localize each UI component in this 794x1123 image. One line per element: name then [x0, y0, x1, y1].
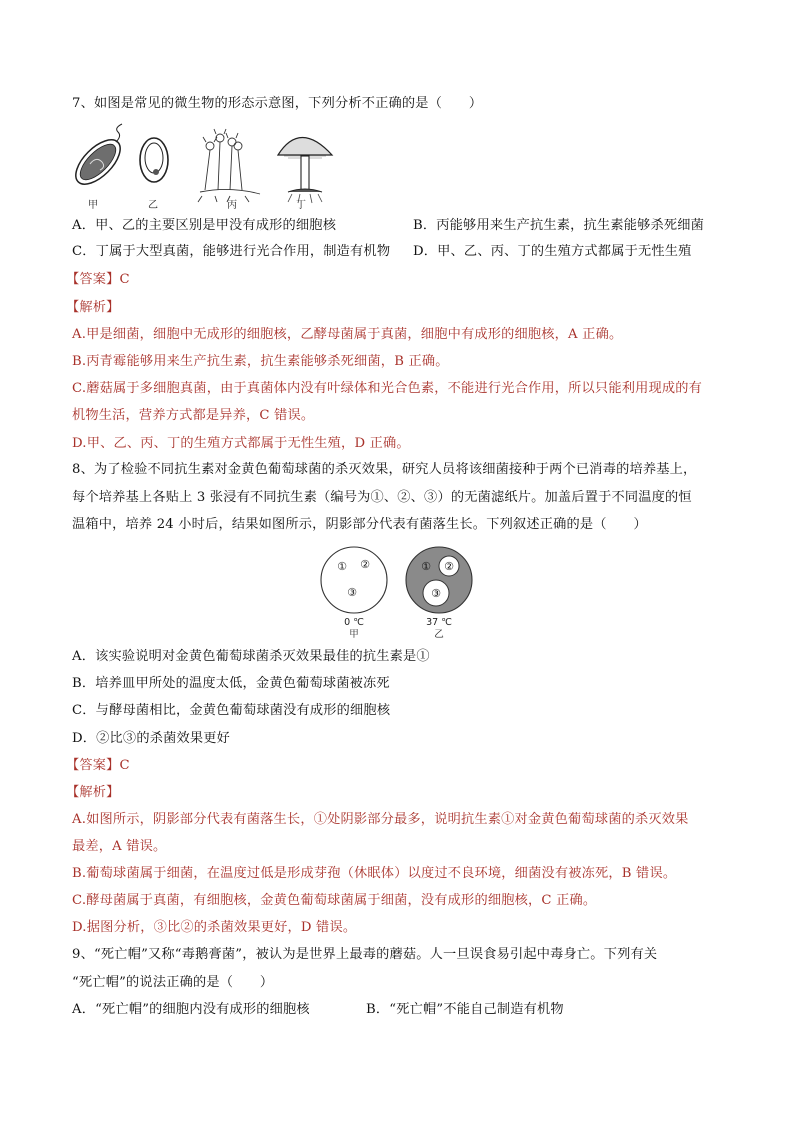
- dish-yi-mark-3: ③: [431, 587, 441, 600]
- q7-option-d: D．甲、乙、丙、丁的生殖方式都属于无性生殖: [413, 244, 692, 259]
- dish-jia-mark-1: ①: [337, 560, 347, 573]
- q8-analysis-tag: 【解析】: [66, 785, 120, 800]
- q7-analysis-b: B.丙青霉能够用来生产抗生素，抗生素能够杀死细菌，B 正确。: [72, 354, 449, 369]
- q7-microbe-figure: [70, 120, 360, 210]
- fig-label-yi: 乙: [148, 200, 158, 211]
- q7-analysis-c1: C.蘑菇属于多细胞真菌，由于真菌体内没有叶绿体和光合色素，不能进行光合作用，所以只能利用现成的有: [72, 381, 703, 396]
- q7-analysis-c2: 机物生活，营养方式都是异养，C 错误。: [72, 408, 315, 423]
- q8-analysis-c: C.酵母菌属于真菌，有细胞核，金黄色葡萄球菌属于细菌，没有成形的细胞核，C 正确。: [72, 893, 597, 908]
- bacterium-illustration: [70, 124, 128, 192]
- dish-jia-temp: 0 ℃: [344, 617, 364, 628]
- q8-option-c: C．与酵母菌相比，金黄色葡萄球菌没有成形的细胞核: [72, 703, 391, 718]
- q7-option-a: A．甲、乙的主要区别是甲没有成形的细胞核: [72, 218, 337, 233]
- dish-yi-temp: 37 ℃: [426, 617, 452, 628]
- q7-analysis-d: D.甲、乙、丙、丁的生殖方式都属于无性生殖，D 正确。: [72, 436, 410, 451]
- q8-stem-1: 8、为了检验不同抗生素对金黄色葡萄球菌的杀灭效果，研究人员将该细菌接种于两个已消毒的培养基上，: [72, 462, 697, 477]
- yeast-illustration: [140, 138, 168, 182]
- q7-analysis-tag: 【解析】: [66, 300, 120, 315]
- q8-option-a: A．该实验说明对金黄色葡萄球菌杀灭效果最佳的抗生素是①: [72, 649, 430, 664]
- fig-label-bing: 丙: [227, 200, 237, 211]
- dish-jia: [321, 547, 387, 613]
- mushroom-illustration: [278, 138, 332, 204]
- q7-stem: 7、如图是常见的微生物的形态示意图，下列分析不正确的是（ ）: [72, 96, 483, 111]
- dish-yi-mark-2: ②: [444, 560, 454, 573]
- q9-stem-2: “死亡帽”的说法正确的是（ ）: [72, 975, 274, 990]
- dish-yi-label: 乙: [434, 629, 444, 640]
- q8-stem-3: 温箱中，培养 24 小时后，结果如图所示，阴影部分代表有菌落生长。下列叙述正确的是（ ）: [72, 517, 647, 532]
- dish-jia-mark-3: ③: [347, 586, 357, 599]
- q8-analysis-d: D.据图分析，③比②的杀菌效果更好，D 错误。: [72, 920, 357, 935]
- q9-option-a: A．“死亡帽”的细胞内没有成形的细胞核: [72, 1002, 310, 1017]
- q8-option-b: B．培养皿甲所处的温度太低，金黄色葡萄球菌被冻死: [72, 676, 390, 691]
- dish-jia-mark-2: ②: [360, 558, 370, 571]
- q8-analysis-a1: A.如图所示，阴影部分代表有菌落生长，①处阴影部分最多，说明抗生素①对金黄色葡萄球菌的杀灭效果: [72, 812, 689, 827]
- q8-option-d: D．②比③的杀菌效果更好: [72, 731, 231, 746]
- q7-answer: 【答案】C: [66, 272, 130, 287]
- q9-stem-1: 9、“死亡帽”又称“毒鹅膏菌”，被认为是世界上最毒的蘑菇。人一旦误食易引起中毒身亡。下列有关: [72, 947, 658, 962]
- dish-jia-label: 甲: [349, 629, 359, 640]
- q7-analysis-a: A.甲是细菌，细胞中无成形的细胞核，乙酵母菌属于真菌，细胞中有成形的细胞核，A 正确。: [72, 327, 623, 342]
- q7-option-b: B．丙能够用来生产抗生素，抗生素能够杀死细菌: [413, 218, 705, 233]
- q8-answer: 【答案】C: [66, 758, 130, 773]
- q8-analysis-a2: 最差，A 错误。: [72, 839, 167, 854]
- q8-petri-dish-figure: [312, 542, 492, 642]
- penicillium-illustration: [198, 129, 260, 202]
- fig-label-jia: 甲: [88, 200, 98, 211]
- fig-label-ding: 丁: [296, 200, 306, 211]
- q8-analysis-b: B.葡萄球菌属于细菌，在温度过低是形成芽孢（休眠体）以度过不良环境，细菌没有被冻死，B 错误。: [72, 866, 677, 881]
- q9-option-b: B．“死亡帽”不能自己制造有机物: [366, 1002, 564, 1017]
- q8-stem-2: 每个培养基上各贴上 3 张浸有不同抗生素（编号为①、②、③）的无菌滤纸片。加盖后置于不同温度的恒: [72, 490, 692, 505]
- q7-option-c: C．丁属于大型真菌，能够进行光合作用，制造有机物: [72, 244, 391, 259]
- dish-yi-mark-1: ①: [421, 560, 431, 573]
